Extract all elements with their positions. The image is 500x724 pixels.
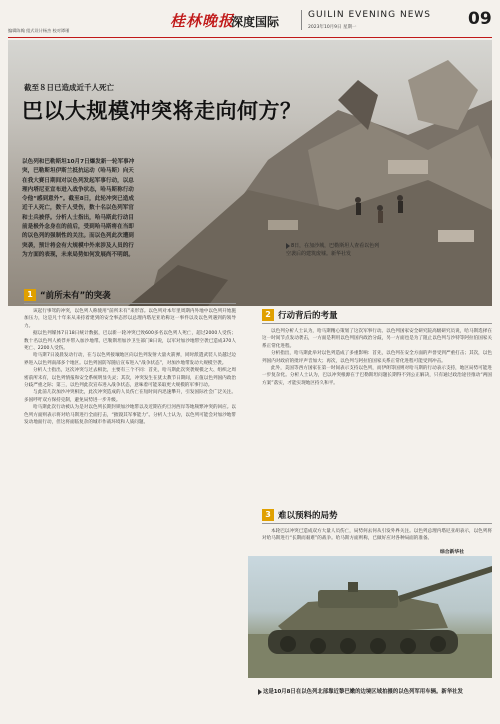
section-1-body [24,308,236,718]
section-2-title: 行动背后的考量 [278,311,338,321]
section-2-paragraph: 以色列分析人士认为，哈马斯精心策划了这次军事行动。以色列国家安全研究院高级研究员说，哈马斯选择在这一时间节点发动袭击，一方面是利用以色列国内政治分歧，另一方面也是为了阻止以色列与沙特等阿拉伯国家关系正常化进程。 [262,329,492,349]
section-2-header [262,308,338,322]
section-3-number: 3 [262,509,274,521]
section-1-number: 1 [24,289,36,301]
section-3-header [262,508,338,522]
section-2-rule [262,323,492,324]
section-2-number: 2 [262,309,274,321]
vehicle-photo-caption [258,688,488,697]
section-1-paragraph: 哈马斯此次行动被认为是对以色列长期封锁加沙地带以及近期在约旦河西岸等地频繁冲突的回应。以色列方面则表示将对哈马斯进行全面打击，“摧毁其军事能力”。分析人士认为，以色列可能会对加沙地带发动地面行动，但这将面临复杂的城市作战环境和人质问题。 [24,405,236,426]
section-1-title: “前所未有”的突袭 [40,291,111,301]
article-headline: 巴以大规模冲突将走向何方？ [22,99,302,123]
masthead [0,0,500,40]
photo-caption [286,242,382,258]
howitzer-illustration [248,556,492,678]
vehicle-caption-text: 这是10月8日在以色列北部靠近黎巴嫩的边境区域拍摄的以色列军用车辆。新华社发 [263,689,463,695]
caption-arrow-icon [258,689,262,695]
section-2-paragraph: 分析指出，哈马斯此举对以色列造成了多重影响：首先，以色列在安全方面的声誉受到严重打击；其次，以色列国内对政府的批评声音加大；再次，以色列与阿拉伯国家关系正常化进程可能受到冲击。 [262,351,492,364]
article-signature: 综合新华社 [440,550,464,555]
section-3-paragraph: 本轮巴以冲突已造成双方大量人员伤亡，局势何去何从引发外界关注。以色列总理内塔尼亚胡表示，以色列将对哈马斯进行“长期而艰难”的战争。哈马斯方面则称，已做好应对各种局面的准备。 [262,529,492,542]
section-2-paragraph: 此外，美国等西方国家在第一时间表示支持以色列，而伊朗等国则对哈马斯的行动表示支持，地区局势可能进一步复杂化。分析人士认为，巴以冲突根源在于巴勒斯坦问题长期得不到公正解决，只有通过政治途径推动“两国方案”落实，才能实现地区持久和平。 [262,366,492,386]
section-1-paragraph: 据以色列媒体7日18日统计数据，巴以新一轮冲突已致600多名以色列人死亡，超过2000人受伤；数十名以色列人被俘并带入加沙地带。巴勒斯坦加沙卫生部门8日说，以军对加沙地带空袭已造成370人死亡、2200人受伤。 [24,331,236,352]
section-1-paragraph: 与此前几次加沙冲突相比，此次冲突造成的人员伤亡在短时间内迅速攀升，引发国际社会广泛关注。多国呼吁双方保持克制，避免局势进一步升级。 [24,390,236,403]
section-1-paragraph: 分析人士指出，这次冲突与过去相比，主要有三个不同：首先，哈马斯此次突袭规模之大、组织之周密前所未有，以色列情报和安全系统明显失灵；其次，冲突发生在犹太教节日期间，正值以色列国内政治分歧严重之际；第三，以色列此次宣布进入战争状态，意味着可能采取更大规模的军事行动。 [24,368,236,389]
section-2-body [262,328,492,496]
article-lede: 以色列和巴勒斯坦10月7日爆发新一轮军事冲突，巴勒斯坦伊斯兰抵抗运动（哈马斯）向天在我大赛日期间对以色列发起军事行动，以总理内塔尼亚宣布进入战争状态，哈马斯称行动令他“感到意外”。截至8日，此轮冲突已造成近千人死亡，数千人受伤，数十名以色列军官和士兵被俘。分析人士指出，哈马斯此行动目前是极外念身在的前后，受到哈马斯将在当即的以色列的强制性的关注。而以色列此次遭到突袭，预计将会有大规模中外来涉及人员的行为方面的表现，未来局势如何发展尚不明朗。 [22,159,135,258]
section-1-header [24,288,111,302]
masthead-rule [8,37,492,38]
section-title: 深度国际 [231,15,280,29]
military-vehicle-photo [248,556,492,678]
article-kicker: 截至８日已造成近千人死亡 [24,83,114,92]
photo-caption-text: 8日，在加沙城，巴勒斯坦人查看以色列空袭后的建筑废墟。新华社发 [286,243,380,257]
editors-line: 编辑陈翰 组式设计杨杰 校对谭瑾 [8,28,70,33]
masthead-divider [301,10,302,30]
section-3-title: 难以预料的局势 [278,511,338,521]
section-1-paragraph: 该起行事驾的冲突，以色列人称使用“前所未有”来形容。以色列对本年里周期内外地中以色列开始施加压力，这是凡十年来从来持着建到的安全事态形以总理内塔尼亚哈称这一事件以及以色列遇到的领导力。 [24,309,236,329]
section-1-rule [24,303,236,304]
newspaper-logo: 桂林晚报 [170,12,235,30]
section-3-rule [262,523,492,524]
issue-date: 2023年10月9日 星期一 [308,25,357,30]
brand-english: GUILIN EVENING NEWS [308,10,431,20]
caption-arrow-icon [286,243,290,249]
page-number: 09 [468,9,492,29]
section-1-paragraph: 哈马斯7日凌晨发动行动，在与以色列接壤地区向以色列发射大量火箭弹，同时派遣武装人员越过边界进入以色列南部多个地区。以色列国防军随后宣布进入“战争状态”，对加沙地带发动大规模空袭。 [24,353,236,366]
